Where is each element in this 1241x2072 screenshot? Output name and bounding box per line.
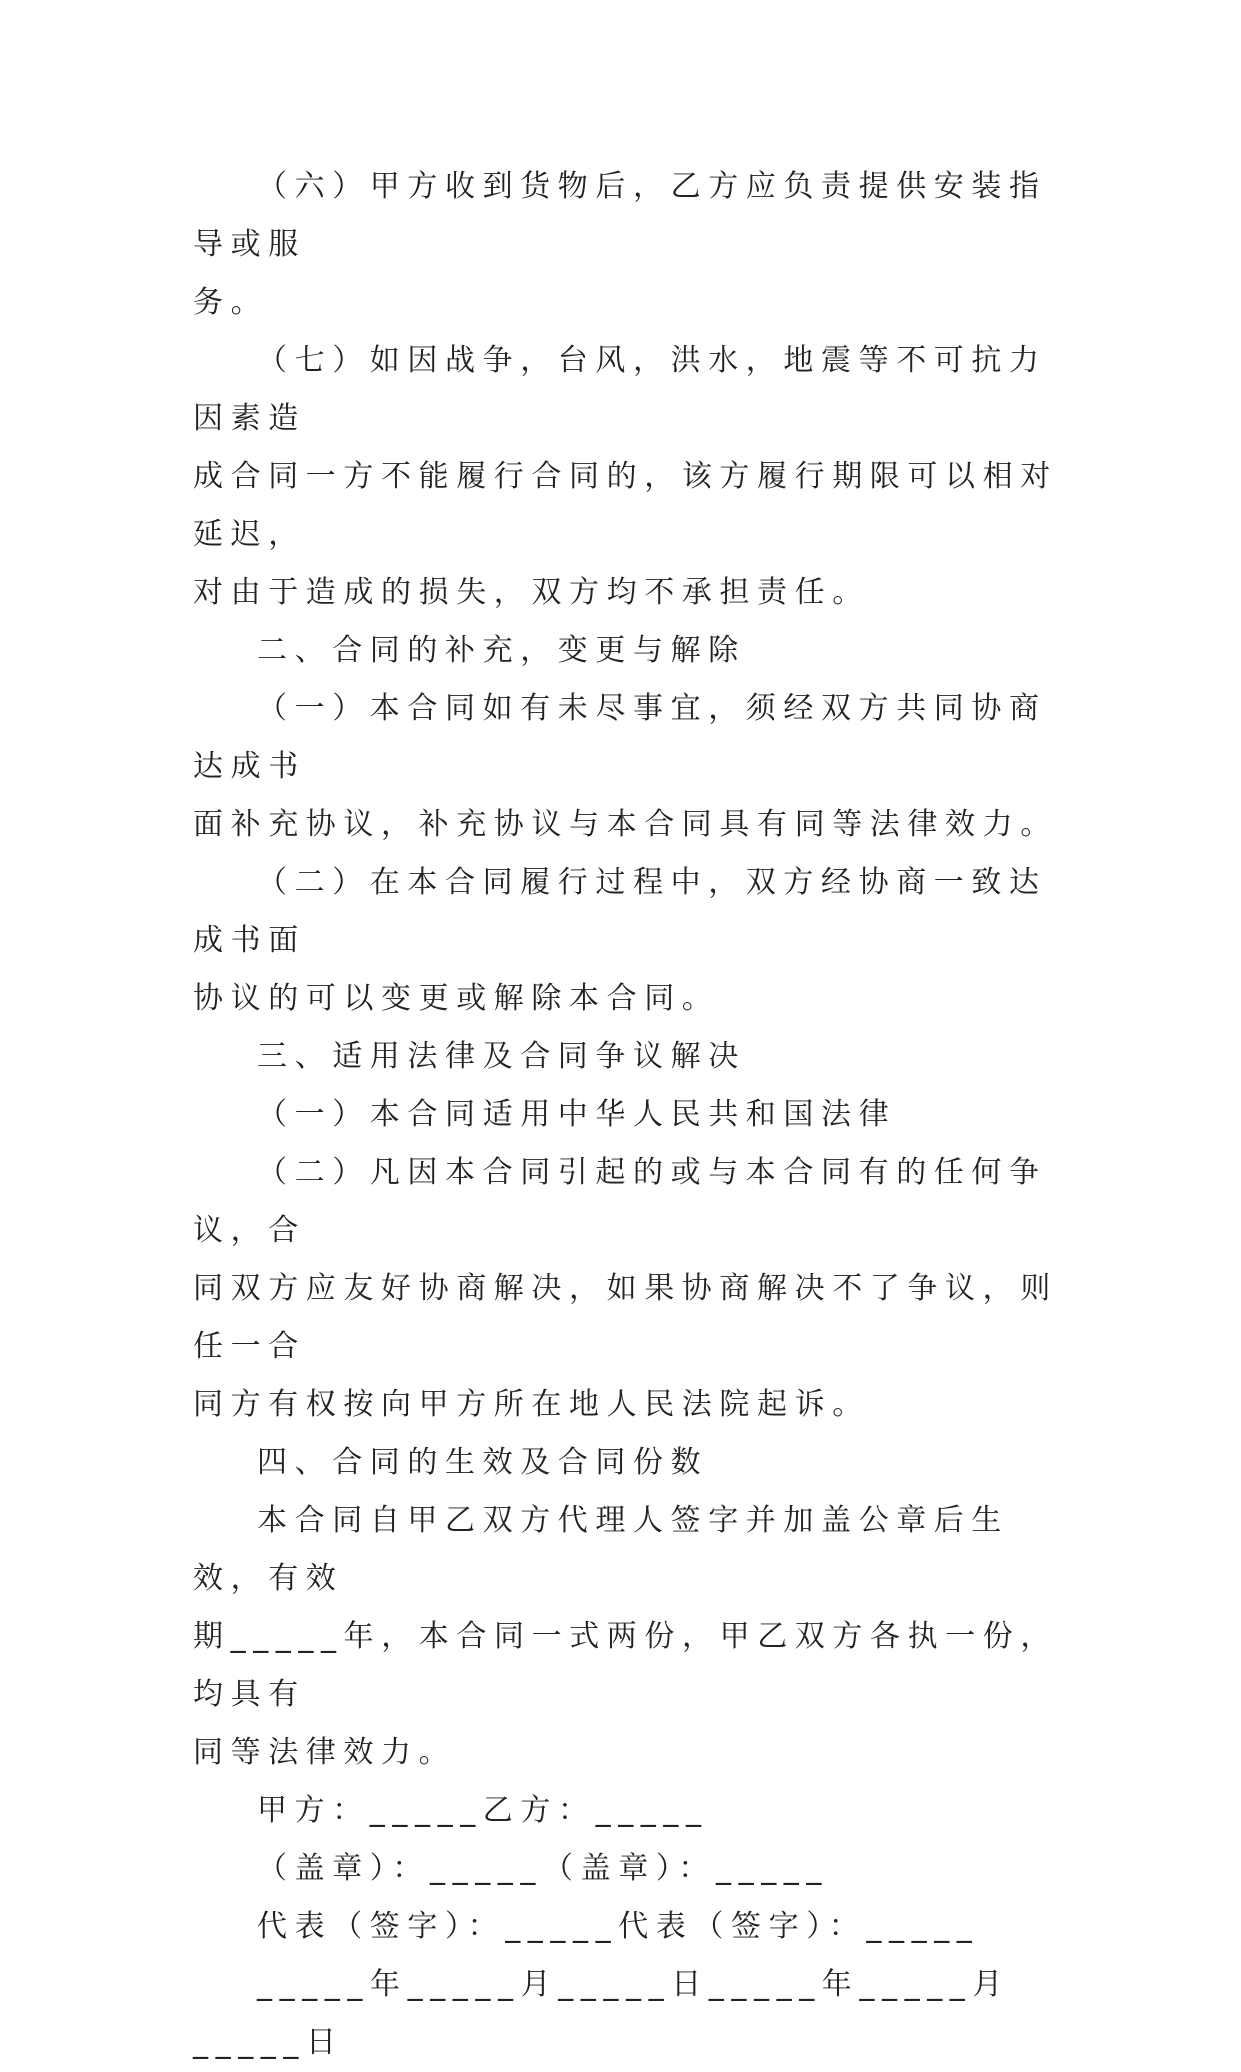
clause-7-force-majeure: （七）如因战争，台风，洪水，地震等不可抗力因素造 成合同一方不能履行合同的，该方履行期限可以相对延迟， 对由于造成的损失，双方均不承担责任。 (193, 343, 1058, 610)
signature-seal-line: （盖章）：_____（盖章）：_____ (257, 1851, 829, 1886)
section-4-heading: 四、合同的生效及合同份数 (257, 1445, 709, 1480)
signature-representative-line: 代表（签字）：_____代表（签字）：_____ (257, 1909, 980, 1944)
signature-parties-line: 甲方：_____乙方：_____ (257, 1793, 709, 1828)
section-2-clause-2: （二）在本合同履行过程中，双方经协商一致达成书面 协议的可以变更或解除本合同。 (193, 865, 1047, 1016)
section-4-body: 本合同自甲乙双方代理人签字并加盖公章后生效，有效 期_____年，本合同一式两份，甲乙双方各执一份，均具有 同等法律效力。 (193, 1503, 1058, 1770)
section-2-clause-1: （一）本合同如有未尽事宜，须经双方共同协商达成书 面补充协议，补充协议与本合同具有同等法律效力。 (193, 691, 1058, 842)
signature-date-line: _____年_____月_____日_____年_____月_____日 (193, 1967, 1010, 2060)
section-3-clause-2: （二）凡因本合同引起的或与本合同有的任何争议，合 同双方应友好协商解决，如果协商解决不了争议，则任一合 同方有权按向甲方所在地人民法院起诉。 (193, 1155, 1058, 1422)
section-3-heading: 三、适用法律及合同争议解决 (257, 1039, 746, 1074)
clause-6-installation: （六）甲方收到货物后，乙方应负责提供安装指导或服 务。 (193, 169, 1047, 320)
section-3-clause-1: （一）本合同适用中华人民共和国法律 (257, 1097, 897, 1132)
contract-body (193, 158, 1073, 2072)
section-2-heading: 二、合同的补充，变更与解除 (257, 633, 746, 668)
